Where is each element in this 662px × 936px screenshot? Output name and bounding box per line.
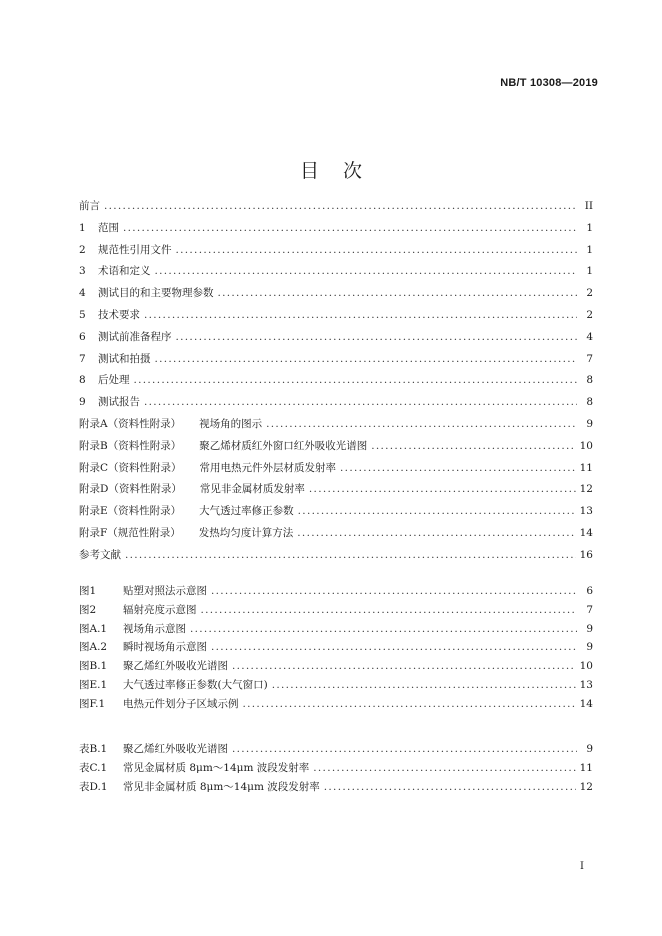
toc-entry[interactable] [79, 285, 593, 307]
table-entry-title: 常见金属材质 8μm～14μm 波段发射率 [123, 761, 310, 774]
toc-entry-page: 13 [579, 505, 593, 518]
figure-entry-number: 图F.1 [79, 697, 106, 710]
toc-entry-subtitle: 视场角的图示 [199, 417, 263, 430]
toc-entry-label [79, 351, 151, 366]
figure-entry-title: 电热元件划分子区域示例 [123, 697, 239, 710]
toc-entry-page: 14 [579, 526, 593, 539]
dot-leader [309, 483, 576, 495]
table-entry-title: 聚乙烯红外吸收光谱图 [123, 743, 228, 755]
toc-entry[interactable] [79, 460, 593, 482]
figure-entry-label [79, 677, 268, 692]
toc-entry-title: 范围 [98, 221, 119, 234]
figure-entry-page: 9 [586, 641, 593, 654]
dot-leader [340, 462, 576, 474]
toc-entry-title: 附录F（规范性附录） [79, 526, 181, 539]
toc-entry-label [79, 503, 294, 518]
figure-entry[interactable] [79, 621, 593, 640]
dot-leader [176, 331, 578, 343]
toc-entry-page: 16 [579, 548, 593, 561]
figure-entry-number: 图1 [79, 585, 97, 597]
figure-entry[interactable] [79, 677, 593, 696]
list-of-figures [79, 583, 593, 715]
toc-entry-number: 4 [79, 287, 86, 300]
toc-entry-title: 前言 [79, 200, 100, 212]
toc-entry-number: 8 [79, 374, 86, 387]
toc-entry-title: 参考文献 [79, 548, 121, 561]
figure-entry-label [79, 621, 186, 636]
toc-entry-label [79, 525, 293, 540]
dot-leader [298, 505, 576, 517]
toc-entry-page: 1 [586, 265, 593, 278]
table-entry-page: 9 [586, 743, 593, 755]
toc-entry-label [79, 460, 336, 475]
figure-entry-label [79, 696, 239, 711]
figure-entry-number: 图A.1 [79, 622, 108, 635]
figure-entry-title: 辐射亮度示意图 [123, 603, 197, 616]
table-entry-label [79, 760, 309, 775]
toc-entry-page: 7 [586, 352, 593, 365]
toc-entry-label [79, 263, 151, 278]
table-entry[interactable] [79, 779, 593, 798]
toc-entry-number: 1 [79, 221, 86, 234]
figure-entry-title: 视场角示意图 [123, 622, 186, 635]
toc-entry-page: 12 [579, 483, 593, 496]
toc-entry-label [79, 372, 130, 387]
figure-entry-number: 图A.2 [79, 641, 108, 654]
table-entry-number: 表B.1 [79, 743, 108, 755]
figure-entry-number: 图B.1 [79, 660, 108, 673]
dot-leader [125, 549, 576, 561]
table-entry-label [79, 779, 320, 794]
dot-leader [218, 287, 578, 299]
figure-entry-title: 贴塑对照法示意图 [123, 585, 207, 597]
toc-entry[interactable] [79, 438, 593, 460]
toc-entry[interactable] [79, 351, 593, 373]
figure-entry[interactable] [79, 639, 593, 658]
dot-leader [272, 679, 576, 691]
table-entry[interactable] [79, 741, 593, 760]
toc-entry-title: 附录C（资料性附录） [79, 461, 182, 474]
dot-leader [144, 309, 577, 321]
toc-entry-page: 8 [586, 374, 593, 387]
toc-entry[interactable] [79, 220, 593, 242]
toc-entry-subtitle: 大气透过率修正参数 [199, 505, 294, 518]
table-entry[interactable] [79, 760, 593, 779]
dot-leader [155, 265, 578, 277]
toc-entry-title: 附录E（资料性附录） [79, 505, 182, 518]
toc-entry-title: 附录A（资料性附录） [79, 417, 182, 430]
toc-entry-label [79, 547, 121, 562]
toc-entry[interactable] [79, 263, 593, 285]
figure-entry-label [79, 639, 207, 654]
dot-leader [313, 762, 575, 774]
figure-entry-title: 聚乙烯红外吸收光谱图 [123, 660, 228, 673]
toc-entry-page: II [584, 200, 593, 212]
dot-leader [104, 200, 577, 212]
toc-entry-label [79, 438, 367, 453]
figure-entry-label [79, 602, 197, 617]
figure-entry[interactable] [79, 602, 593, 621]
toc-entry-page: 1 [586, 221, 593, 234]
figure-entry-label [79, 658, 228, 673]
toc-entry-title: 技术要求 [98, 308, 140, 321]
dot-leader [123, 222, 577, 234]
toc-entry[interactable] [79, 372, 593, 394]
table-of-contents [79, 198, 593, 569]
toc-entry-page: 2 [586, 308, 593, 321]
list-of-tables [79, 741, 593, 797]
toc-entry-title: 后处理 [98, 374, 130, 387]
figure-entry-page: 6 [586, 585, 593, 597]
figure-entry-number: 图E.1 [79, 678, 108, 691]
dot-leader [232, 743, 577, 755]
dot-leader [144, 396, 577, 408]
toc-entry-number: 2 [79, 243, 86, 256]
toc-entry[interactable] [79, 329, 593, 351]
toc-entry-title: 附录B（资料性附录） [79, 439, 182, 452]
toc-entry-title: 测试目的和主要物理参数 [98, 287, 214, 300]
toc-entry-label [79, 394, 140, 409]
toc-entry-number: 7 [79, 352, 86, 365]
dot-leader [211, 585, 577, 597]
document-code: NB/T 10308—2019 [500, 77, 598, 89]
toc-entry-page: 11 [579, 461, 593, 474]
table-entry-label [79, 741, 228, 756]
toc-entry[interactable] [79, 307, 593, 329]
toc-entry-title: 附录D（资料性附录） [79, 483, 182, 496]
dot-leader [232, 660, 576, 672]
figure-entry-page: 13 [579, 678, 593, 691]
toc-entry-subtitle: 常见非金属材质发射率 [199, 483, 305, 496]
toc-entry[interactable] [79, 525, 593, 547]
toc-entry[interactable] [79, 394, 593, 416]
figure-entry-label [79, 583, 207, 598]
toc-entry-page: 9 [586, 417, 593, 430]
dot-leader [176, 244, 578, 256]
toc-entry-subtitle: 聚乙烯材质红外窗口红外吸收光谱图 [199, 439, 368, 452]
toc-entry-label [79, 416, 262, 431]
toc-entry[interactable] [79, 547, 593, 569]
dot-leader [155, 353, 578, 365]
toc-entry[interactable] [79, 416, 593, 438]
toc-entry-number: 3 [79, 265, 86, 278]
table-entry-title: 常见非金属材质 8μm～14μm 波段发射率 [123, 780, 320, 793]
toc-entry-label [79, 329, 172, 344]
toc-entry-page: 2 [586, 287, 593, 300]
toc-entry-subtitle: 发热均匀度计算方法 [198, 526, 294, 539]
toc-entry-page: 10 [579, 439, 593, 452]
figure-entry[interactable] [79, 583, 593, 602]
toc-entry[interactable] [79, 198, 593, 220]
toc-entry-label [79, 220, 119, 235]
toc-entry-label [79, 198, 100, 213]
toc-entry-number: 6 [79, 330, 86, 343]
toc-entry-page: 8 [586, 396, 593, 409]
table-entry-number: 表D.1 [79, 780, 108, 793]
dot-leader [297, 527, 575, 539]
toc-entry-label [79, 285, 214, 300]
page-number: I [580, 861, 584, 872]
table-entry-number: 表C.1 [79, 761, 108, 774]
toc-entry-label [79, 242, 172, 257]
page-title: 目次 [299, 159, 386, 182]
figure-entry[interactable] [79, 696, 593, 715]
dot-leader [211, 641, 577, 653]
toc-entry[interactable] [79, 503, 593, 525]
table-entry-page: 11 [579, 761, 593, 774]
figure-entry-page: 14 [579, 697, 593, 710]
dot-leader [266, 418, 577, 430]
dot-leader [243, 698, 576, 710]
dot-leader [201, 604, 578, 616]
toc-entry-title: 测试和拍摄 [98, 352, 151, 365]
toc-entry-subtitle: 常用电热元件外层材质发射率 [199, 461, 337, 474]
table-entry-page: 12 [579, 780, 593, 793]
figure-entry-title: 瞬时视场角示意图 [123, 641, 207, 654]
toc-entry-title: 术语和定义 [98, 265, 151, 278]
figure-entry-page: 7 [586, 603, 593, 616]
toc-entry[interactable] [79, 481, 593, 503]
toc-entry-title: 测试报告 [98, 396, 140, 409]
toc-entry-page: 4 [586, 330, 593, 343]
toc-entry-label [79, 481, 305, 496]
figure-entry-page: 10 [579, 660, 593, 673]
toc-entry-page: 1 [586, 243, 593, 256]
figure-entry-number: 图2 [79, 603, 97, 616]
toc-entry-title: 规范性引用文件 [98, 243, 172, 256]
dot-leader [134, 374, 578, 386]
figure-entry-page: 9 [586, 622, 593, 635]
dot-leader [324, 781, 576, 793]
figure-entry[interactable] [79, 658, 593, 677]
dot-leader [371, 440, 575, 452]
toc-entry-title: 测试前准备程序 [98, 330, 172, 343]
dot-leader [190, 623, 577, 635]
toc-entry-number: 9 [79, 396, 86, 409]
toc-entry-number: 5 [79, 308, 86, 321]
toc-entry-label [79, 307, 140, 322]
toc-entry[interactable] [79, 242, 593, 264]
figure-entry-title: 大气透过率修正参数(大气窗口) [123, 678, 268, 691]
